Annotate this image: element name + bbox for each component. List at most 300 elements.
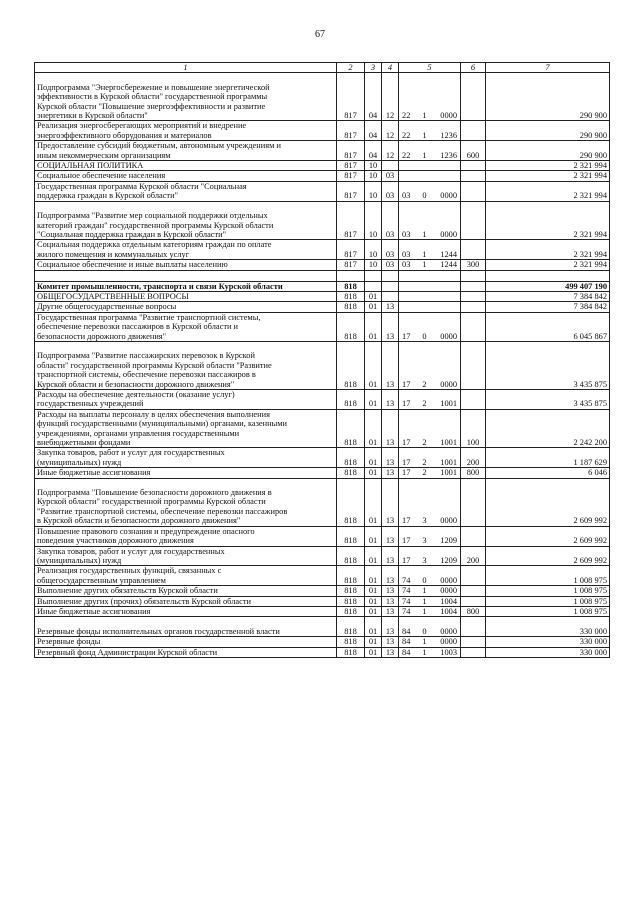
subsection-code: 13 (382, 586, 399, 596)
row-name (35, 596, 337, 606)
ministry-code: 818 (337, 312, 365, 341)
table-row (35, 181, 610, 201)
target-article-part: 22 (402, 130, 411, 140)
section-code: 01 (365, 606, 382, 616)
amount: 6 045 867 (486, 312, 610, 341)
row-name-line: энергоэффективного оборудования и материалов (37, 130, 212, 140)
target-article (399, 586, 461, 596)
subsection-code: 13 (382, 468, 399, 478)
target-article-part: 1244 (440, 260, 457, 270)
expense-type-code (461, 478, 486, 526)
header-col-7: 7 (486, 63, 610, 73)
section-code: 01 (365, 596, 382, 606)
row-name-line: (муниципальных) нужд (37, 555, 122, 565)
target-article-part: 2 (422, 399, 427, 409)
amount: 1 008 975 (486, 566, 610, 586)
target-article-part: 1 (422, 586, 427, 596)
row-name (35, 121, 337, 141)
table-body (35, 63, 610, 658)
target-article-part: 0000 (440, 586, 457, 596)
row-name (35, 312, 337, 341)
amount: 2 321 994 (486, 181, 610, 201)
target-article-part: 0 (422, 575, 427, 585)
target-article-parts (399, 458, 460, 467)
target-article-part: 74 (402, 606, 411, 616)
expense-type-code: 800 (461, 468, 486, 478)
ministry-code: 817 (337, 181, 365, 201)
target-article-part: 0000 (440, 516, 457, 526)
target-article-part: 3 (422, 536, 427, 546)
target-article-part: 17 (402, 399, 411, 409)
expense-type-code: 100 (461, 409, 486, 448)
target-article-part: 1209 (440, 555, 457, 565)
target-article-part: 3 (422, 555, 427, 565)
target-article-part: 3 (422, 516, 427, 526)
target-article (399, 546, 461, 566)
expense-type-code (461, 302, 486, 312)
target-article-part: 17 (402, 516, 411, 526)
target-article-part: 2 (422, 468, 427, 478)
row-name-line (37, 202, 334, 211)
table-row (35, 478, 610, 526)
target-article-part: 1 (422, 111, 427, 121)
target-article (399, 637, 461, 647)
table-header-row (35, 63, 610, 73)
ministry-code: 817 (337, 240, 365, 260)
target-article-part: 17 (402, 468, 411, 478)
table-row (35, 586, 610, 596)
row-name-line: Предоставление субсидий бюджетным, автономным учреждениям и (37, 141, 281, 151)
empty-cell (461, 270, 486, 281)
row-name (35, 617, 337, 637)
target-article-parts (399, 111, 460, 120)
amount: 330 000 (486, 617, 610, 637)
subsection-code: 12 (382, 121, 399, 141)
ministry-code: 818 (337, 281, 365, 291)
amount: 2 321 994 (486, 201, 610, 240)
row-name (35, 478, 337, 526)
row-name-line (37, 73, 334, 82)
target-article-part: 0000 (440, 575, 457, 585)
row-name-line: общегосударственным управлением (37, 575, 166, 585)
row-name-line: Реализация энергосберегающих мероприятий и внедрение (37, 121, 247, 131)
target-article-part: 1001 (440, 438, 457, 448)
target-article (399, 566, 461, 586)
subsection-code: 13 (382, 341, 399, 389)
subsection-code: 13 (382, 546, 399, 566)
subsection-code (382, 291, 399, 301)
table-row (35, 121, 610, 141)
amount: 2 609 992 (486, 478, 610, 526)
row-name-line: обеспечение перевозки пассажиров в Курской области и (37, 322, 239, 332)
section-code: 01 (365, 637, 382, 647)
target-article-part: 0000 (440, 191, 457, 201)
row-name-line: транспортной системы, обеспечение перевозки пассажиров в (37, 370, 256, 380)
row-name-line: СОЦИАЛЬНАЯ ПОЛИТИКА (37, 161, 144, 171)
amount: 2 321 994 (486, 260, 610, 270)
table-row (35, 390, 610, 410)
section-code: 01 (365, 647, 382, 657)
target-article-part: 1209 (440, 536, 457, 546)
target-article-parts (399, 536, 460, 545)
amount: 7 384 842 (486, 291, 610, 301)
row-name (35, 647, 337, 657)
table-row (35, 141, 610, 161)
subsection-code: 03 (382, 171, 399, 181)
empty-cell (486, 270, 610, 281)
target-article (399, 281, 461, 291)
row-name (35, 637, 337, 647)
header-col-6: 6 (461, 63, 486, 73)
expense-type-code (461, 390, 486, 410)
expense-type-code (461, 341, 486, 389)
table-row (35, 468, 610, 478)
section-code: 01 (365, 409, 382, 448)
subsection-code: 03 (382, 201, 399, 240)
row-name (35, 73, 337, 121)
target-article-part: 0000 (440, 229, 457, 239)
amount: 7 384 842 (486, 302, 610, 312)
section-code: 10 (365, 240, 382, 260)
amount: 2 321 994 (486, 240, 610, 260)
amount: 2 321 994 (486, 161, 610, 171)
expense-type-code (461, 121, 486, 141)
ministry-code: 818 (337, 647, 365, 657)
amount: 2 242 200 (486, 409, 610, 448)
ministry-code: 817 (337, 201, 365, 240)
amount: 3 435 875 (486, 341, 610, 389)
target-article-part: 0 (422, 191, 427, 201)
target-article-parts (399, 627, 460, 636)
target-article-part: 84 (402, 637, 411, 647)
subsection-code: 12 (382, 73, 399, 121)
ministry-code: 818 (337, 409, 365, 448)
target-article-parts (399, 576, 460, 585)
target-article-parts (399, 597, 460, 606)
amount: 1 008 975 (486, 596, 610, 606)
row-name (35, 341, 337, 389)
target-article (399, 596, 461, 606)
header-col-2: 2 (337, 63, 365, 73)
table-row (35, 270, 610, 281)
section-code: 10 (365, 260, 382, 270)
target-article-parts (399, 637, 460, 646)
section-code: 01 (365, 586, 382, 596)
target-article-part: 0000 (440, 637, 457, 647)
target-article-part: 1003 (440, 647, 457, 657)
target-article-part: 22 (402, 111, 411, 121)
ministry-code: 818 (337, 546, 365, 566)
subsection-code: 03 (382, 240, 399, 260)
target-article (399, 260, 461, 270)
row-name-line: Курской области" государственной программы Курской области (37, 497, 266, 507)
row-name (35, 546, 337, 566)
ministry-code: 817 (337, 260, 365, 270)
row-name-line: внебюджетными фондами (37, 438, 131, 448)
header-col-4: 4 (382, 63, 399, 73)
target-article-part: 1 (422, 229, 427, 239)
subsection-code: 13 (382, 637, 399, 647)
ministry-code: 818 (337, 566, 365, 586)
ministry-code: 818 (337, 291, 365, 301)
target-article-part: 0000 (440, 379, 457, 389)
row-name-line (37, 617, 334, 626)
ministry-code: 818 (337, 448, 365, 468)
section-code: 01 (365, 341, 382, 389)
section-code: 04 (365, 73, 382, 121)
table-row (35, 341, 610, 389)
table-row (35, 526, 610, 546)
target-article-part: 0 (422, 626, 427, 636)
target-article-part: 17 (402, 438, 411, 448)
row-name (35, 390, 337, 410)
amount: 330 000 (486, 647, 610, 657)
table-row (35, 240, 610, 260)
target-article-part: 1004 (440, 606, 457, 616)
subsection-code: 13 (382, 606, 399, 616)
section-code: 01 (365, 526, 382, 546)
ministry-code: 817 (337, 121, 365, 141)
target-article-part: 74 (402, 586, 411, 596)
target-article-part: 17 (402, 331, 411, 341)
target-article-part: 74 (402, 575, 411, 585)
ministry-code: 818 (337, 617, 365, 637)
section-code: 01 (365, 468, 382, 478)
target-article-part: 17 (402, 555, 411, 565)
target-article-part: 03 (402, 191, 411, 201)
row-name-line: Расходы на выплаты персоналу в целях обеспечения выполнения (37, 409, 270, 419)
target-article-parts (399, 438, 460, 447)
expense-type-code (461, 596, 486, 606)
section-code: 01 (365, 566, 382, 586)
ministry-code: 817 (337, 141, 365, 161)
target-article-part: 1 (422, 130, 427, 140)
header-col-5: 5 (399, 63, 461, 73)
target-article-part: 1236 (440, 130, 457, 140)
expense-type-code (461, 201, 486, 240)
target-article-part: 1244 (440, 249, 457, 259)
target-article-parts (399, 151, 460, 160)
table-row (35, 409, 610, 448)
target-article-part: 1 (422, 606, 427, 616)
empty-cell (35, 270, 337, 281)
row-name-line: "Социальная поддержка граждан в Курской области" (37, 229, 227, 239)
expense-type-code (461, 586, 486, 596)
row-name-line: иным некоммерческим организациям (37, 150, 171, 160)
target-article-part: 2 (422, 379, 427, 389)
row-name (35, 566, 337, 586)
expense-type-code (461, 240, 486, 260)
subsection-code: 13 (382, 390, 399, 410)
amount: 499 407 190 (486, 281, 610, 291)
ministry-code: 818 (337, 302, 365, 312)
subsection-code: 03 (382, 260, 399, 270)
row-name-line: поведения участников дорожного движения (37, 536, 194, 546)
amount: 290 900 (486, 121, 610, 141)
table-row (35, 201, 610, 240)
subsection-code: 13 (382, 478, 399, 526)
row-name-line: Подпрограмма "Повышение безопасности дорожного движения в (37, 488, 272, 498)
target-article-part: 1001 (440, 468, 457, 478)
subsection-code: 13 (382, 448, 399, 468)
subsection-code: 13 (382, 617, 399, 637)
ministry-code: 818 (337, 468, 365, 478)
target-article-parts (399, 586, 460, 595)
row-name-line: категорий граждан" государственной программы Курской области (37, 220, 274, 230)
target-article (399, 240, 461, 260)
target-article-parts (399, 648, 460, 657)
expense-type-code (461, 617, 486, 637)
row-name-line: области" государственной программы Курской области "Развитие (37, 360, 272, 370)
section-code: 10 (365, 161, 382, 171)
row-name-line: Иные бюджетные ассигнования (37, 468, 151, 478)
subsection-code (382, 161, 399, 171)
target-article-part: 1001 (440, 399, 457, 409)
target-article-part: 0000 (440, 111, 457, 121)
row-name (35, 586, 337, 596)
target-article-part: 03 (402, 249, 411, 259)
ministry-code: 818 (337, 586, 365, 596)
table-row (35, 647, 610, 657)
target-article-part: 1 (422, 596, 427, 606)
expense-type-code (461, 181, 486, 201)
ministry-code: 818 (337, 637, 365, 647)
target-article-part: 17 (402, 457, 411, 467)
target-article (399, 617, 461, 637)
amount: 6 046 (486, 468, 610, 478)
subsection-code (382, 281, 399, 291)
target-article (399, 526, 461, 546)
row-name (35, 302, 337, 312)
section-code: 01 (365, 617, 382, 637)
section-code: 01 (365, 390, 382, 410)
row-name (35, 260, 337, 270)
table-row (35, 281, 610, 291)
expense-type-code (461, 566, 486, 586)
target-article (399, 121, 461, 141)
target-article (399, 181, 461, 201)
empty-cell (365, 270, 382, 281)
row-name-line: ОБЩЕГОСУДАРСТВЕННЫЕ ВОПРОСЫ (37, 291, 189, 301)
amount: 290 900 (486, 141, 610, 161)
target-article-parts (399, 516, 460, 525)
target-article-parts (399, 191, 460, 200)
target-article-parts (399, 332, 460, 341)
target-article-part: 2 (422, 438, 427, 448)
row-name (35, 240, 337, 260)
row-name-line: Подпрограмма "Энергосбережение и повышение энергетической (37, 82, 270, 92)
ministry-code: 818 (337, 596, 365, 606)
expense-type-code: 200 (461, 546, 486, 566)
target-article-part: 84 (402, 626, 411, 636)
ministry-code: 818 (337, 526, 365, 546)
expense-type-code (461, 73, 486, 121)
section-code: 01 (365, 291, 382, 301)
expense-type-code (461, 281, 486, 291)
row-name-line: Государственная программа Курской области "Социальная (37, 181, 247, 191)
target-article-part: 03 (402, 229, 411, 239)
table-row (35, 312, 610, 341)
amount: 2 609 992 (486, 526, 610, 546)
expense-type-code: 600 (461, 141, 486, 161)
row-name-line: Выполнение других обязательств Курской области (37, 586, 218, 596)
table-row (35, 291, 610, 301)
ministry-code: 817 (337, 161, 365, 171)
ministry-code: 817 (337, 171, 365, 181)
row-name (35, 409, 337, 448)
target-article-parts (399, 250, 460, 259)
amount: 2 609 992 (486, 546, 610, 566)
target-article (399, 448, 461, 468)
row-name-line: Повышение правового сознания и предупреждение опасного (37, 526, 255, 536)
table-row (35, 566, 610, 586)
section-code: 10 (365, 201, 382, 240)
target-article-parts (399, 556, 460, 565)
row-name-line: Иные бюджетные ассигнования (37, 606, 151, 616)
subsection-code: 03 (382, 181, 399, 201)
row-name-line: Курской области и безопасности дорожного движения" (37, 379, 235, 389)
subsection-code: 13 (382, 596, 399, 606)
row-name (35, 291, 337, 301)
target-article-part: 1 (422, 260, 427, 270)
target-article-part: 2 (422, 457, 427, 467)
target-article-part: 0000 (440, 626, 457, 636)
target-article (399, 73, 461, 121)
section-code: 04 (365, 121, 382, 141)
target-article (399, 141, 461, 161)
row-name-line: государственных учреждений (37, 399, 144, 409)
table-row (35, 596, 610, 606)
subsection-code: 13 (382, 302, 399, 312)
row-name-line (37, 342, 334, 351)
section-code: 10 (365, 171, 382, 181)
target-article (399, 409, 461, 448)
row-name-line: Другие общегосударственные вопросы (37, 302, 177, 312)
table-row (35, 606, 610, 616)
target-article-part: 1 (422, 150, 427, 160)
ministry-code: 818 (337, 341, 365, 389)
target-article-part: 1236 (440, 150, 457, 160)
empty-cell (399, 270, 461, 281)
section-code: 01 (365, 302, 382, 312)
row-name-line: безопасности дорожного движения" (37, 331, 167, 341)
header-col-1: 1 (35, 63, 337, 73)
amount: 1 187 629 (486, 448, 610, 468)
section-code: 01 (365, 546, 382, 566)
target-article-part: 1 (422, 637, 427, 647)
table-row (35, 73, 610, 121)
expense-type-code (461, 171, 486, 181)
row-name-line: поддержка граждан в Курской области" (37, 191, 178, 201)
target-article-parts (399, 468, 460, 477)
target-article-parts (399, 380, 460, 389)
row-name-line: Социальное обеспечение населения (37, 171, 166, 181)
target-article (399, 606, 461, 616)
row-name-line: функций государственными (муниципальными) органами, казенными (37, 419, 288, 429)
row-name-line: учреждениями, органами управления государственными (37, 428, 240, 438)
section-code: 10 (365, 181, 382, 201)
row-name-line: жилого помещения и коммунальных услуг (37, 249, 190, 259)
expense-type-code (461, 312, 486, 341)
target-article-part: 03 (402, 260, 411, 270)
target-article-part: 1 (422, 249, 427, 259)
target-article-part: 84 (402, 647, 411, 657)
row-name-line: энергетики в Курской области" (37, 111, 148, 121)
table-row (35, 302, 610, 312)
row-name (35, 201, 337, 240)
row-name-line: Выполнение других (прочих) обязательств Курской области (37, 596, 251, 606)
target-article (399, 201, 461, 240)
